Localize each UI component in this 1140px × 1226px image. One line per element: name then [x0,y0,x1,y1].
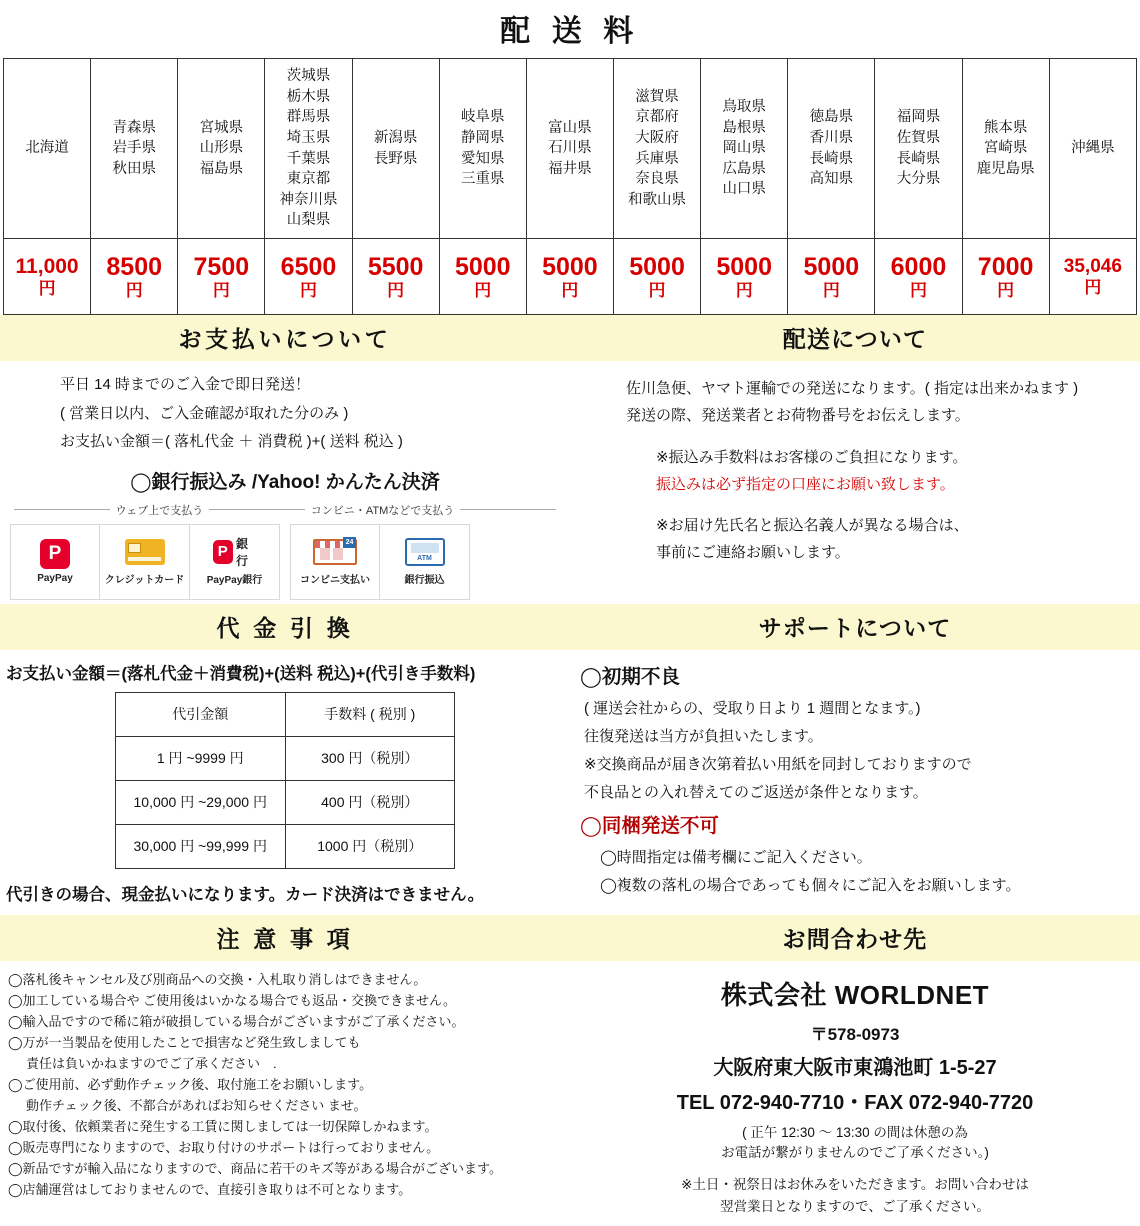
paypay-icon: P [33,540,77,568]
payment-method-convenience-store[interactable] [290,524,380,600]
price-cell [701,239,788,315]
notice-item: ◯落札後キャンセル及び別商品への交換・入札取り消しはできません。 [8,971,427,987]
region-name: 宮城県 [199,119,244,136]
region-name: 熊本県 [983,119,1028,136]
region-name: 新潟県 [373,129,418,146]
price-value: 5000 [454,252,511,281]
company-name: 株式会社 WORLDNET [720,979,990,1010]
notice-item: ◯取付後、依頼業者に発生する工賃に関しましては一切保障しかねます。 [8,1118,438,1134]
region-name: 鹿児島県 [976,160,1035,177]
price-currency: 円 [997,280,1015,300]
region-name: 北海道 [25,140,69,157]
region-name: 鳥取県 [722,99,766,116]
region-name: 山形県 [199,140,244,157]
region-name: 長野県 [373,150,418,167]
region-cell [178,59,265,239]
region-cell [4,59,91,239]
region-name: 京都府 [635,109,679,126]
region-name: 青森県 [112,119,156,136]
region-name: 島根県 [722,119,766,136]
delivery-header: 配送について [570,315,1140,361]
region-name: 香川県 [809,129,854,146]
notice-item: 責任は負いかねますのでご了承ください . [26,1055,277,1071]
payment-line-3: お支払い金額＝( 落札代金 ＋ 消費税 )+( 送料 税込 ) [60,433,403,450]
price-value: 5000 [629,252,685,281]
price-cell [265,239,352,315]
shipping-fee-table [3,58,1137,315]
price-cell [962,239,1049,315]
table-row [116,736,455,780]
region-name: 滋賀県 [635,88,679,105]
price-value: 5000 [716,252,772,281]
region-name: 広島県 [722,160,766,177]
support-line: 往復発送は当方が負担いたします。 [584,727,823,745]
payment-method-list [0,518,570,604]
page-title: 配 送 料 [500,15,640,48]
region-name: 栃木県 [286,88,331,105]
notice-item: ◯加工している場合や ご使用後はいかなる場合でも返品・交換できません。 [8,992,456,1008]
price-currency: 円 [212,280,230,300]
postal-code: 〒578-0973 [810,1024,900,1044]
support-subhead-no-bundle: ◯同梱発送不可 [580,814,719,837]
payment-line-2: ( 営業日以内、ご入金確認が取れた分のみ ) [60,404,349,422]
cod-fee: 1000 円（税別） [285,824,455,868]
holiday-note-line-1: ※土日・祝祭日はお休みをいただきます。お問い合わせは [681,1177,1029,1193]
region-name: 岐阜県 [461,109,505,126]
price-value: 11,000 [15,255,79,279]
cod-column [0,604,570,915]
notice-item: ◯万が一当製品を使用したことで損害など発生致しましても [8,1034,361,1050]
divider-label-store: コンビニ・ATMなどで支払う [310,504,455,517]
cod-fee: 300 円（税別） [285,736,455,780]
price-value: 7500 [193,252,250,281]
support-subhead-defect: ◯初期不良 [580,665,680,688]
cod-amount: 10,000 円 ~29,000 円 [116,780,286,824]
region-cell [962,59,1049,239]
price-currency: 円 [387,280,405,300]
divider-rule-mid [209,509,305,510]
payment-method-label: コンビニ支払い [300,574,370,586]
business-hours-line-1: ( 正午 12:30 ～ 13:30 の間は休憩の為 [742,1124,968,1140]
price-currency: 円 [822,280,840,300]
region-name: 宮崎県 [983,140,1028,157]
payment-line-1: 平日 14 時までのご入金で即日発送！ [60,376,311,393]
price-cell [875,239,962,315]
delivery-line-1: 佐川急便、ヤマト運輸での発送になります。( 指定は出来かねます ) [626,380,1079,397]
payment-method-credit-card[interactable] [100,524,190,600]
region-name: 埼玉県 [286,129,331,146]
payment-method-label: クレジットカード [104,574,185,586]
notice-list [0,961,570,1211]
cod-support-band [0,604,1140,915]
region-name: 沖縄県 [1071,140,1115,157]
atm-icon [403,538,447,566]
price-cell [788,239,875,315]
payment-method-paypay[interactable] [10,524,100,600]
phone-fax: TEL 072-940-7710・FAX 072-940-7720 [676,1091,1034,1114]
region-name: 兵庫県 [635,150,679,167]
payment-method-label: PayPay [37,572,73,584]
support-line: ※交換商品が届き次第着払い用紙を同封しておりますので [584,755,972,773]
cod-amount: 30,000 円 ~99,999 円 [116,824,286,868]
cod-fee-table [115,692,455,869]
region-cell [788,59,875,239]
table-row [116,780,455,824]
region-name: 長崎県 [809,150,854,167]
delivery-note-name-2: 事前にご連絡お願いします。 [656,544,850,562]
contact-header: お問合わせ先 [570,915,1140,961]
cod-col-fee: 手数料 ( 税別 ) [285,692,455,736]
support-line: ◯複数の落札の場合であっても個々にご記入をお願いします。 [600,876,1021,894]
holiday-note-line-2: 翌営業日となりますので、ご了承ください。 [720,1198,990,1214]
region-name: 奈良県 [635,171,679,188]
region-row [4,59,1137,239]
notice-header: 注 意 事 項 [0,915,570,961]
price-value: 5000 [542,252,598,281]
region-cell [526,59,613,239]
delivery-note-name-1: ※お届け先氏名と振込名義人が異なる場合は、 [656,517,969,534]
bank-badge-label: 銀行 [236,536,249,568]
region-name: 佐賀県 [896,129,941,146]
price-currency: 円 [735,280,753,300]
price-cell [613,239,700,315]
delivery-line-2: 発送の際、発送業者とお荷物番号をお伝えします。 [626,407,970,425]
delivery-column [570,315,1140,604]
convenience-store-icon [313,538,357,566]
notice-item: ◯店舗運営はしておりませんので、直接引き取りは不可となります。 [8,1181,412,1197]
cod-col-amount: 代引金額 [116,692,286,736]
store-hours-tag: 24 [343,537,356,548]
price-currency: 円 [561,280,579,300]
price-currency: 円 [38,278,56,298]
region-name: 茨城県 [286,68,331,85]
payment-method-label: PayPay銀行 [206,574,263,586]
notice-item: ◯ご使用前、必ず動作チェック後、取付施工をお願いします。 [8,1076,373,1092]
region-cell [352,59,439,239]
notice-item: ◯販売専門になりますので、お取り付けのサポートは行っておりません。 [8,1139,440,1155]
region-name: 静岡県 [461,129,505,146]
price-value: 5500 [367,252,424,281]
support-header: サポートについて [570,604,1140,650]
cod-footer-note: 代引きの場合、現金払いになります。カード決済はできません。 [6,885,485,904]
region-name: 群馬県 [286,109,331,126]
address: 大阪府東大阪市東鴻池町 1-5-27 [713,1056,997,1079]
price-cell [4,239,91,315]
region-name: 福島県 [199,160,244,177]
price-currency: 円 [909,280,927,300]
notice-item: ◯輸入品ですので稀に箱が破損している場合がございますがご了承ください。 [8,1013,465,1029]
cod-fee: 400 円（税別） [285,780,455,824]
region-cell [439,59,526,239]
price-currency: 円 [1084,277,1102,297]
region-cell [613,59,700,239]
region-name: 福井県 [548,160,592,177]
atm-label: ATM [417,554,432,562]
paypay-bank-icon: P 銀行 [213,538,257,566]
notice-item: ◯新品ですが輸入品になりますので、商品に若干のキズ等がある場合がございます。 [8,1160,502,1176]
region-name: 秋田県 [112,160,156,177]
region-cell [875,59,962,239]
notice-contact-band [0,915,1140,1226]
price-currency: 円 [648,280,666,300]
price-value: 8500 [106,252,163,281]
price-cell [439,239,526,315]
cod-amount: 1 円 ~9999 円 [116,736,286,780]
region-name: 東京都 [286,171,331,188]
region-cell [1049,59,1136,239]
price-cell [352,239,439,315]
support-line: 不良品との入れ替えてのご返送が条件となります。 [584,783,928,801]
price-currency: 円 [125,280,143,300]
price-value: 35,046 [1063,256,1122,278]
region-cell [265,59,352,239]
region-name: 大阪府 [635,129,679,146]
credit-card-icon [123,538,167,566]
payment-column [0,315,570,604]
payment-bank-line: ◯銀行振込み /Yahoo! かんたん決済 [130,471,440,493]
support-line: ◯時間指定は備考欄にご記入ください。 [600,848,872,866]
payment-header: お支払いについて [0,315,570,361]
contact-column [570,915,1140,1226]
region-cell [91,59,178,239]
region-name: 福岡県 [896,109,941,126]
notice-column [0,915,570,1226]
price-row [4,239,1137,315]
notice-item: 動作チェック後、不都合があればお知らせください ませ。 [26,1097,367,1113]
price-currency: 円 [299,280,317,300]
region-cell [701,59,788,239]
cod-header: 代 金 引 換 [0,604,570,650]
region-name: 愛知県 [461,150,505,167]
price-value: 6500 [280,252,337,281]
payment-method-paypay-bank[interactable] [190,524,280,600]
region-name: 岡山県 [722,140,766,157]
region-name: 岩手県 [112,140,156,157]
business-hours-line-2: お電話が繋がりませんのでご了承ください。) [721,1145,989,1161]
region-name: 山口県 [722,181,766,198]
delivery-note-account: 振込みは必ず指定の口座にお願い致します。 [656,475,955,493]
table-row [116,824,455,868]
delivery-note-fee: ※振込み手数料はお客様のご負担になります。 [656,448,968,466]
table-header-row [116,692,455,736]
region-name: 山梨県 [286,212,331,229]
region-name: 石川県 [548,140,592,157]
divider-label-web: ウェブ上で支払う [115,504,204,517]
price-cell [178,239,265,315]
price-cell [91,239,178,315]
payment-dividers [0,498,570,518]
support-column [570,604,1140,915]
region-name: 徳島県 [809,109,854,126]
region-name: 和歌山県 [628,191,687,208]
region-name: 千葉県 [286,150,331,167]
price-value: 6000 [890,252,947,281]
region-name: 高知県 [809,171,854,188]
payment-method-bank-transfer[interactable] [380,524,470,600]
price-cell [1049,239,1136,315]
support-line: ( 運送会社からの、受取り日より 1 週間となます。) [584,699,921,717]
region-name: 富山県 [548,119,592,136]
region-name: 神奈川県 [279,191,338,208]
payment-method-label: 銀行振込 [404,574,445,586]
divider-rule-left [14,509,110,510]
price-value: 7000 [977,252,1034,281]
divider-rule-right [460,509,556,510]
price-cell [526,239,613,315]
price-value: 5000 [803,252,860,281]
region-name: 三重県 [461,171,505,188]
price-currency: 円 [474,280,492,300]
region-name: 長崎県 [896,150,941,167]
cod-formula: お支払い金額＝(落札代金＋消費税)+(送料 税込)+(代引き手数料) [6,664,476,683]
payment-delivery-band [0,315,1140,604]
region-name: 大分県 [896,171,941,188]
